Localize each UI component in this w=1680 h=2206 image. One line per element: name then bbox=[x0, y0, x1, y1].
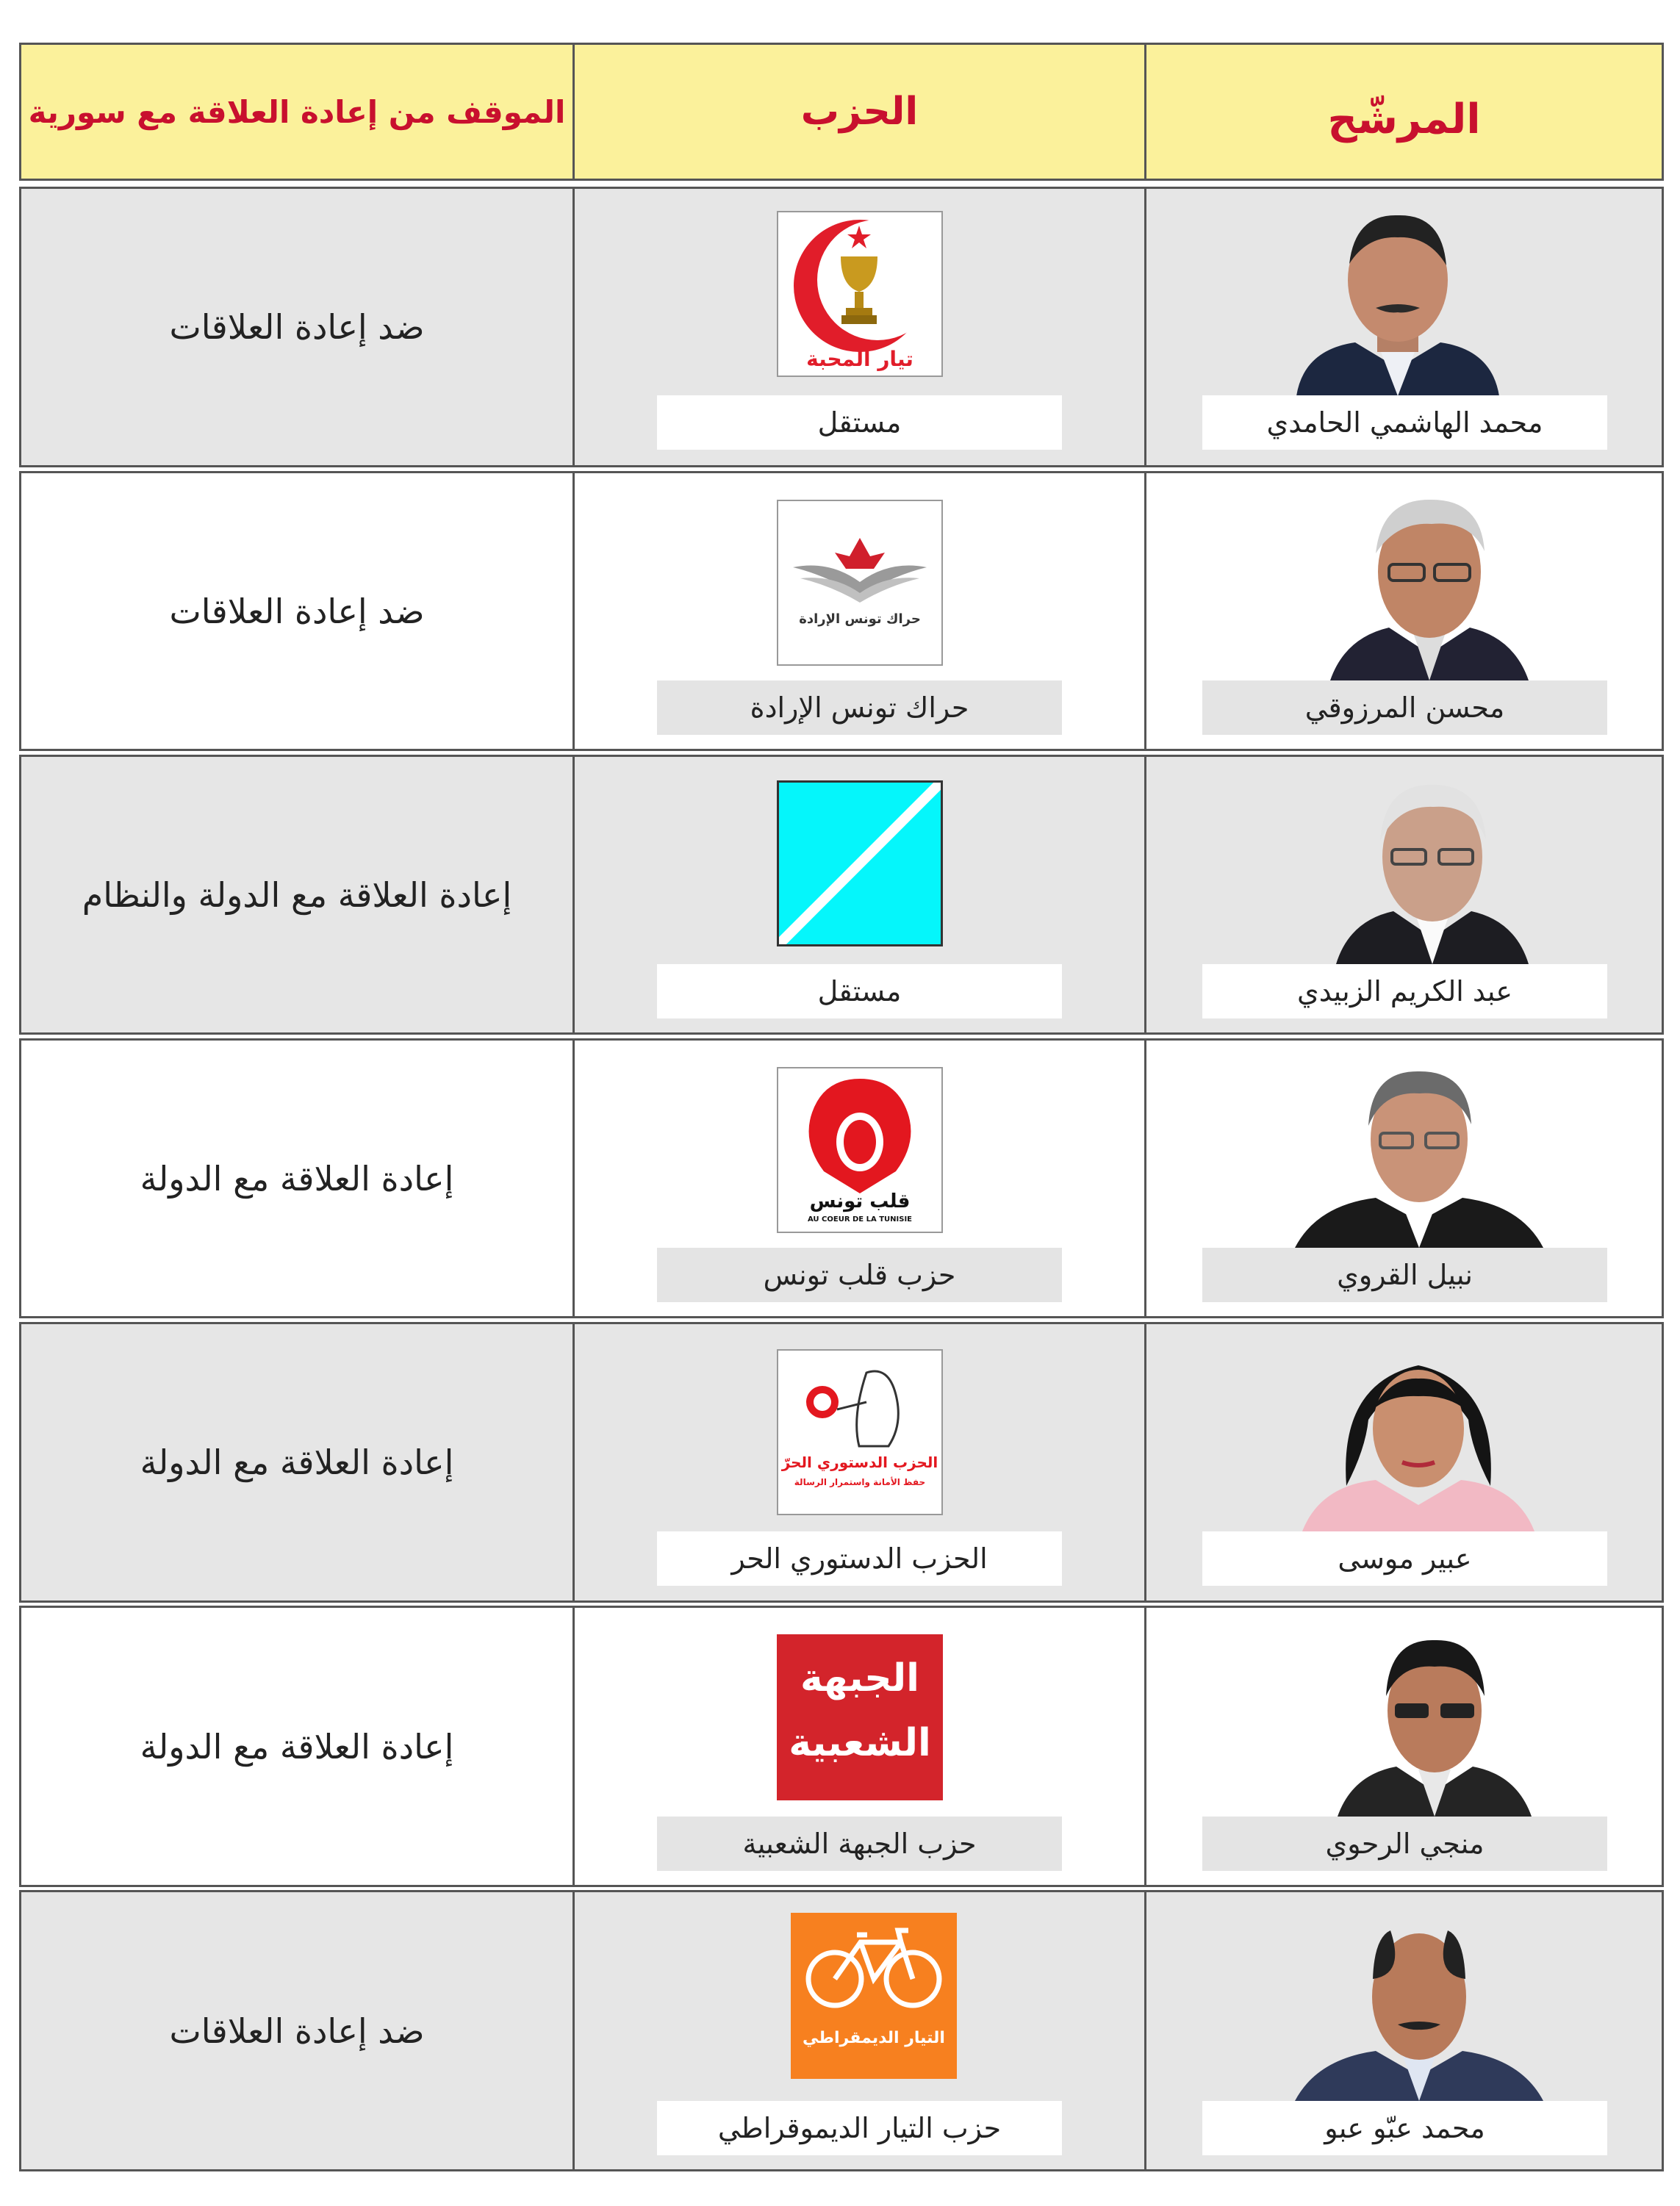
row-2-stance-cell bbox=[19, 471, 575, 751]
row-2-candidate-name: محسن المرزوقي bbox=[1202, 680, 1607, 735]
row-3-candidate-name: عبد الكريم الزبيدي bbox=[1202, 964, 1607, 1018]
header-candidate: المرشّح bbox=[1327, 95, 1481, 143]
row-6-candidate-cell bbox=[1144, 1606, 1664, 1887]
row-3-stance-cell bbox=[19, 755, 575, 1035]
row-6-candidate-name: منجي الرحوي bbox=[1202, 1817, 1607, 1871]
row-6-party-cell bbox=[572, 1606, 1146, 1887]
party-logo-harak-tounes bbox=[777, 500, 943, 666]
row-5-candidate-name: عبير موسى bbox=[1202, 1531, 1607, 1586]
logo-text: التيار الديمقراطي bbox=[803, 2029, 945, 2047]
row-7-party-cell bbox=[572, 1890, 1146, 2171]
row-2-stance: ضد إعادة العلاقات bbox=[169, 591, 425, 631]
candidate-photo bbox=[1296, 206, 1499, 396]
row-3-party-label: مستقل bbox=[657, 964, 1062, 1018]
row-1-candidate-name: محمد الهاشمي الحامدي bbox=[1202, 395, 1607, 450]
row-5-party-label: الحزب الدستوري الحر bbox=[657, 1531, 1062, 1586]
row-4-stance-cell bbox=[19, 1038, 575, 1318]
logo-text: تيار المحبة bbox=[806, 347, 913, 371]
row-2-candidate-cell bbox=[1144, 471, 1664, 751]
logo-subtext: AU COEUR DE LA TUNISIE bbox=[808, 1215, 912, 1224]
row-1-stance-cell bbox=[19, 187, 575, 467]
row-6-stance: إعادة العلاقة مع الدولة bbox=[140, 1726, 454, 1767]
row-2-party-cell bbox=[572, 471, 1146, 751]
row-4-party-label: حزب قلب تونس bbox=[657, 1248, 1062, 1302]
candidate-photo bbox=[1295, 1908, 1543, 2101]
row-2-party-label: حراك تونس الإرادة bbox=[657, 680, 1062, 735]
row-4-party-cell bbox=[572, 1038, 1146, 1318]
header-stance: الموقف من إعادة العلاقة مع سورية bbox=[28, 93, 566, 130]
header-stance-cell bbox=[19, 43, 575, 181]
row-7-candidate-name: محمد عبّو عبو bbox=[1202, 2101, 1607, 2155]
party-logo-front-populaire bbox=[777, 1634, 943, 1800]
row-3-candidate-cell bbox=[1144, 755, 1664, 1035]
row-4-candidate-cell bbox=[1144, 1038, 1664, 1318]
party-logo-destourien-libre bbox=[777, 1349, 943, 1515]
candidate-photo bbox=[1330, 484, 1529, 680]
candidate-photo bbox=[1302, 1339, 1534, 1531]
row-1-stance: ضد إعادة العلاقات bbox=[169, 307, 425, 347]
logo-text: حراك تونس الإرادة bbox=[799, 611, 921, 627]
logo-text: الجبهة bbox=[800, 1656, 919, 1700]
logo-subtext: الشعبية bbox=[789, 1721, 931, 1765]
logo-text: قلب تونس bbox=[809, 1190, 911, 1212]
row-4-stance: إعادة العلاقة مع الدولة bbox=[140, 1158, 454, 1199]
row-7-candidate-cell bbox=[1144, 1890, 1664, 2171]
party-logo-courant-democrate bbox=[791, 1913, 957, 2079]
row-7-stance: ضد إعادة العلاقات bbox=[169, 2011, 425, 2051]
row-7-party-label: حزب التيار الديموقراطي bbox=[657, 2101, 1062, 2155]
party-logo-qalb-tounes bbox=[777, 1067, 943, 1233]
header-party: الحزب bbox=[800, 90, 919, 134]
logo-subtext: حفظ الأمانة واستمرار الرسالة bbox=[794, 1477, 926, 1487]
candidate-photo bbox=[1338, 1624, 1532, 1817]
party-logo-tayar-al-mahabba bbox=[777, 211, 943, 377]
row-1-party-cell bbox=[572, 187, 1146, 467]
row-5-stance-cell bbox=[19, 1322, 575, 1603]
party-logo-independent bbox=[777, 780, 943, 946]
candidate-photo bbox=[1295, 1058, 1543, 1248]
row-5-candidate-cell bbox=[1144, 1322, 1664, 1603]
row-7-stance-cell bbox=[19, 1890, 575, 2171]
row-4-candidate-name: نبيل القروي bbox=[1202, 1248, 1607, 1302]
row-5-party-cell bbox=[572, 1322, 1146, 1603]
candidate-photo bbox=[1336, 770, 1529, 964]
header-party-cell bbox=[572, 43, 1146, 181]
row-5-stance: إعادة العلاقة مع الدولة bbox=[140, 1442, 454, 1482]
logo-text: الحزب الدستوري الحرّ bbox=[781, 1454, 938, 1471]
row-6-party-label: حزب الجبهة الشعبية bbox=[657, 1817, 1062, 1871]
header-candidate-cell bbox=[1144, 43, 1664, 181]
row-3-stance: إعادة العلاقة مع الدولة والنظام bbox=[82, 874, 512, 915]
row-6-stance-cell bbox=[19, 1606, 575, 1887]
row-1-candidate-cell bbox=[1144, 187, 1664, 467]
row-1-party-label: مستقل bbox=[657, 395, 1062, 450]
row-3-party-cell bbox=[572, 755, 1146, 1035]
